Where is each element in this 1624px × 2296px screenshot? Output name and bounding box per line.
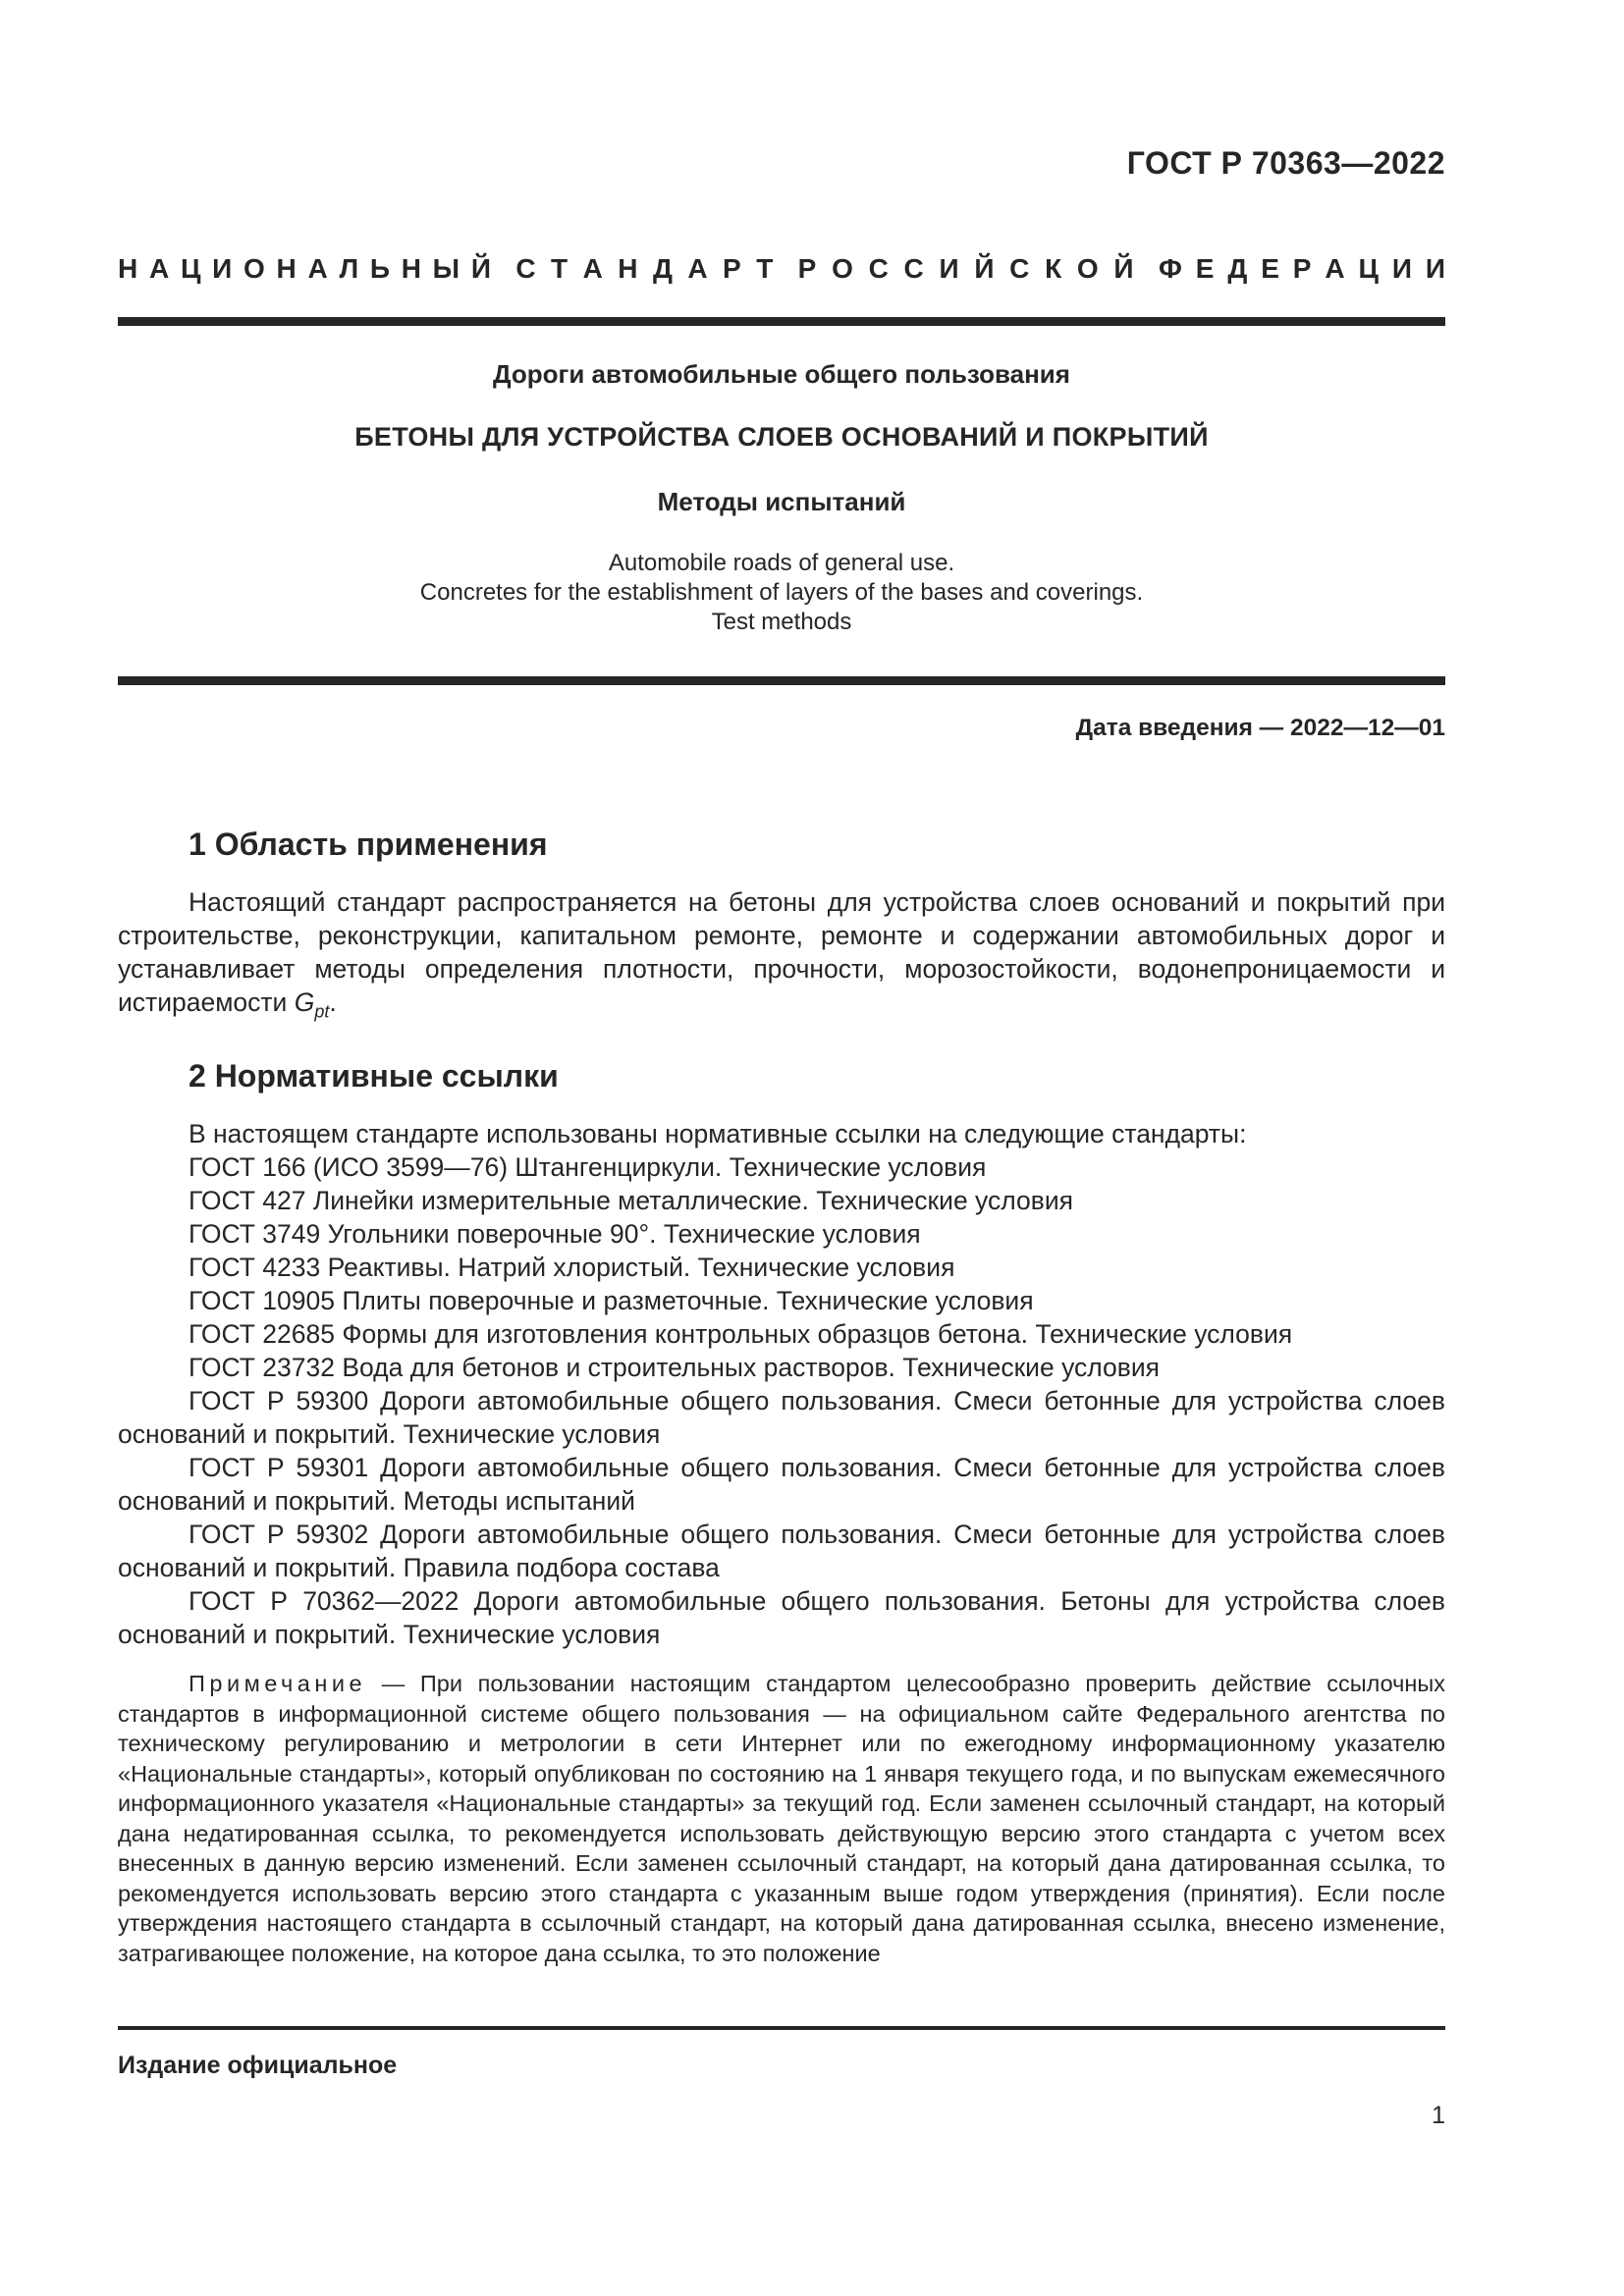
reference-item-long <box>118 1384 1445 1451</box>
title-line-1: Дороги автомобильные общего пользования <box>493 359 1070 389</box>
english-title-line-2: Concretes for the establishment of layers of the bases and coverings. <box>419 579 1144 606</box>
section-1-text: Настоящий стандарт распространяется на бетоны для устройства слоев оснований и покрытий при строительстве, реконструкции, капитальном ремонте, ремонте и содержании автомобильных дорог и устанавливает методы определения плотности, прочности, морозостойкости, водонепроницаемости и истираемости <box>118 887 1445 1017</box>
header-rule <box>118 317 1445 326</box>
footer-rule <box>118 2026 1445 2030</box>
national-title-word: Ф Е Д Е Р А Ц И И <box>1158 253 1445 284</box>
reference-item-long <box>118 1518 1445 1584</box>
title-rule <box>118 676 1445 685</box>
english-title-line-3: Test methods <box>711 609 852 635</box>
reference-item-long <box>118 1451 1445 1518</box>
references-note <box>118 1669 1445 1968</box>
title-line-2: БЕТОНЫ ДЛЯ УСТРОЙСТВА СЛОЕВ ОСНОВАНИЙ И ПОКРЫТИЙ <box>354 422 1209 452</box>
national-title-word: С Т А Н Д А Р Т <box>515 253 774 284</box>
reference-text: ГОСТ Р 59302 Дороги автомобильные общего пользования. Смеси бетонные для устройства слоев оснований и покрытий. Правила подбора состава <box>118 1520 1445 1582</box>
reference-item: ГОСТ 166 (ИСО 3599—76) Штангенциркули. Технические условия <box>189 1152 987 1182</box>
reference-text: ГОСТ Р 59300 Дороги автомобильные общего пользования. Смеси бетонные для устройства слоев оснований и покрытий. Технические условия <box>118 1386 1445 1449</box>
introduction-date: Дата введения — 2022—12—01 <box>1075 715 1445 741</box>
reference-item: ГОСТ 4233 Реактивы. Натрий хлористый. Технические условия <box>189 1253 955 1282</box>
reference-text: ГОСТ Р 70362—2022 Дороги автомобильные общего пользования. Бетоны для устройства слоев оснований и покрытий. Технические условия <box>118 1586 1445 1649</box>
official-edition-label: Издание официальное <box>118 2052 398 2079</box>
section-1-paragraph <box>118 885 1445 1028</box>
references-intro: В настоящем стандарте использованы нормативные ссылки на следующие стандарты: <box>189 1119 1247 1148</box>
title-line-3: Методы испытаний <box>657 487 906 516</box>
reference-item: ГОСТ 23732 Вода для бетонов и строительных растворов. Технические условия <box>189 1353 1161 1382</box>
english-title-line-1: Automobile roads of general use. <box>608 550 955 576</box>
note-label: Примечание <box>189 1671 367 1696</box>
page-number: 1 <box>1432 2102 1445 2129</box>
national-title-word: Р О С С И Й С К О Й <box>797 253 1134 284</box>
section-1-end: . <box>329 988 337 1017</box>
standard-designation: ГОСТ Р 70363—2022 <box>1126 145 1445 181</box>
section-2-heading: 2 Нормативные ссылки <box>189 1058 559 1094</box>
national-standard-title <box>118 253 1445 285</box>
symbol-g: G <box>294 988 315 1017</box>
reference-item: ГОСТ 3749 Угольники поверочные 90°. Технические условия <box>189 1219 921 1249</box>
section-1-heading: 1 Область применения <box>189 827 548 862</box>
national-title-word: Н А Ц И О Н А Л Ь Н Ы Й <box>118 253 491 284</box>
long-references <box>118 1384 1445 1651</box>
reference-item-long <box>118 1584 1445 1651</box>
symbol-subscript: pt <box>314 1001 330 1022</box>
reference-item: ГОСТ 22685 Формы для изготовления контрольных образцов бетона. Технические условия <box>189 1319 1293 1349</box>
reference-text: ГОСТ Р 59301 Дороги автомобильные общего пользования. Смеси бетонные для устройства слоев оснований и покрытий. Методы испытаний <box>118 1453 1445 1516</box>
note-text: — При пользовании настоящим стандартом целесообразно проверить действие ссылочных стандартов в информационной системе общего пользования — на официальном сайте Федерального агентства по техническому регулированию и метрологии в сети Интернет или по ежегодному информационному указателю «Национальные стандарты», который опубликован по состоянию на 1 января текущего года, и по выпускам ежемесячного информационного указателя «Национальные стандарты» за текущий год. Если заменен ссылочный стандарт, на который дана недатированная ссылка, то рекомендуется использовать действующую версию этого стандарта с учетом всех внесенных в данную версию изменений. Если заменен ссылочный стандарт, на который дана датированная ссылка, то рекомендуется использовать версию этого стандарта с указанным выше годом утверждения (принятия). Если после утверждения настоящего стандарта в ссылочный стандарт, на который дана датированная ссылка, внесено изменение, затрагивающее положение, на которое дана ссылка, то это положение <box>118 1671 1445 1966</box>
reference-item: ГОСТ 10905 Плиты поверочные и разметочные. Технические условия <box>189 1286 1034 1315</box>
reference-item: ГОСТ 427 Линейки измерительные металлические. Технические условия <box>189 1186 1073 1215</box>
